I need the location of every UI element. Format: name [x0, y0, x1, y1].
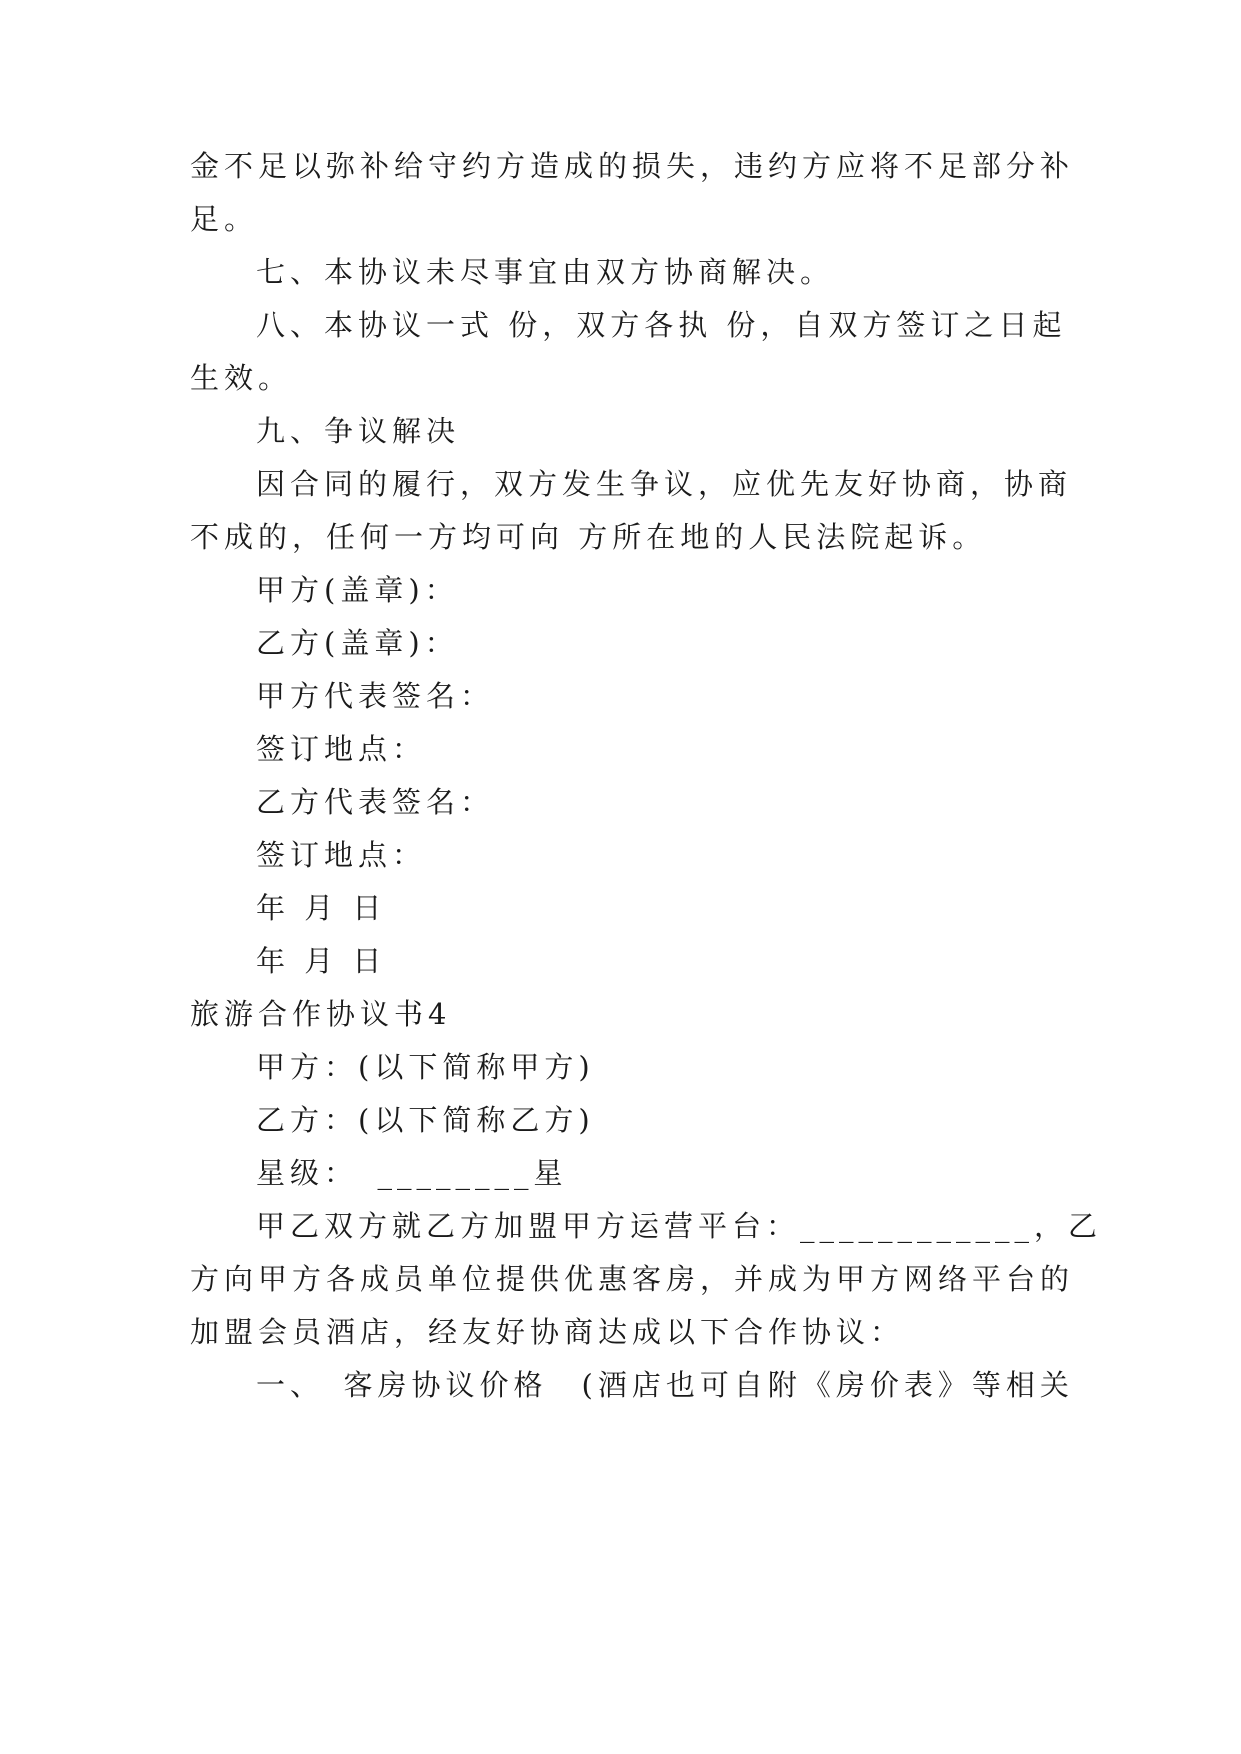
party-b-signature-field: 乙方代表签名：: [256, 785, 495, 819]
signing-place-field: 签订地点：: [256, 838, 427, 872]
text-line: 加盟会员酒店，经友好协商达成以下合作协议：: [190, 1315, 905, 1349]
signing-place-field: 签订地点：: [256, 732, 427, 766]
text-line: 因合同的履行，双方发生争议，应优先友好协商，协商: [256, 467, 1073, 501]
text-line: 不成的，任何一方均可向 方所在地的人民法院起诉。: [190, 520, 987, 554]
date-field: 年 月 日: [256, 891, 387, 925]
clause-9-heading: 九、争议解决: [256, 414, 461, 448]
star-rating-field: 星级： ________星: [256, 1156, 568, 1190]
text-line: 方向甲方各成员单位提供优惠客房，并成为甲方网络平台的: [190, 1262, 1075, 1296]
text-line: 足。: [190, 202, 259, 236]
party-a-signature-field: 甲方代表签名：: [256, 679, 495, 713]
clause-8: 八、本协议一式 份，双方各执 份，自双方签订之日起: [256, 308, 1067, 342]
date-field: 年 月 日: [256, 944, 387, 978]
text-line: 甲乙双方就乙方加盟甲方运营平台：____________，乙: [256, 1209, 1103, 1243]
party-a-seal-field: 甲方(盖章)：: [256, 573, 459, 607]
clause-7: 七、本协议未尽事宜由双方协商解决。: [256, 255, 835, 289]
text-line: 金不足以弥补给守约方造成的损失，违约方应将不足部分补: [190, 149, 1075, 183]
party-b-seal-field: 乙方(盖章)：: [256, 626, 459, 660]
section-title: 旅游合作协议书4: [190, 997, 452, 1031]
text-line: 生效。: [190, 361, 293, 395]
party-a-field: 甲方：(以下简称甲方): [256, 1050, 595, 1084]
clause-1-heading: 一、 客房协议价格 (酒店也可自附《房价表》等相关: [256, 1368, 1074, 1402]
party-b-field: 乙方：(以下简称乙方): [256, 1103, 595, 1137]
